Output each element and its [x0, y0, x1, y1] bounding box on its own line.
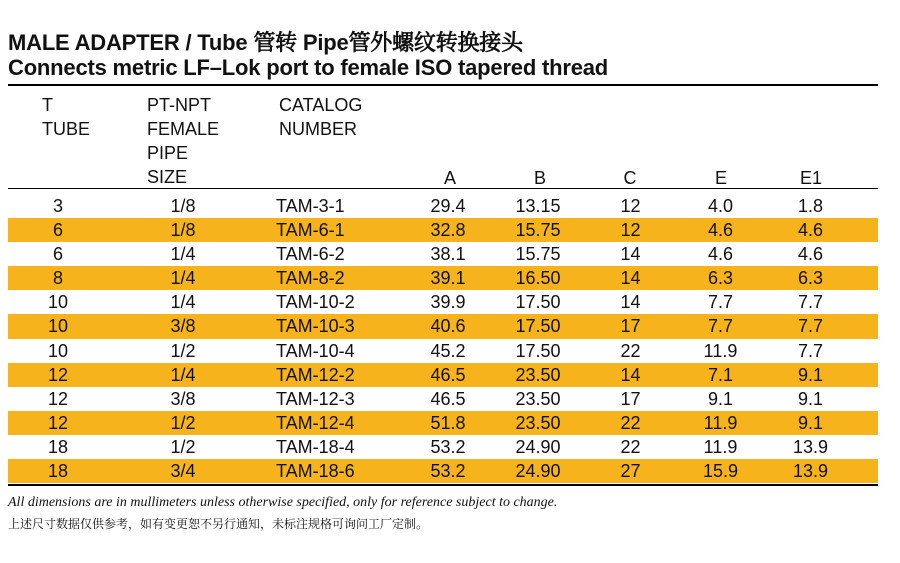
cell-a: 39.1	[430, 268, 466, 289]
cell-e: 4.0	[707, 196, 734, 216]
cell-b: 15.75	[515, 220, 561, 241]
cell-b: 17.50	[515, 316, 561, 337]
cell-pipe: 3/4	[170, 461, 196, 482]
top-rule	[8, 84, 878, 86]
cell-e1: 13.9	[792, 461, 829, 482]
header-e1: E1	[799, 168, 823, 188]
cell-e: 6.3	[707, 268, 734, 289]
cell-e1: 9.1	[797, 412, 824, 433]
cell-t: 12	[47, 388, 69, 409]
bottom-rule	[8, 484, 878, 486]
table-row	[8, 339, 878, 363]
cell-e1: 6.3	[797, 268, 824, 289]
header-t-tube: T TUBE	[42, 95, 91, 139]
cell-e: 9.1	[707, 388, 734, 409]
cell-pipe: 3/8	[170, 388, 196, 409]
cell-a: 29.4	[430, 196, 466, 216]
cell-t: 10	[47, 316, 69, 337]
cell-pipe: 1/8	[170, 220, 196, 241]
cell-a: 45.2	[430, 340, 466, 361]
table-row	[8, 290, 878, 314]
cell-catalog: TAM-18-6	[276, 461, 355, 482]
cell-e1: 7.7	[797, 316, 824, 337]
cell-pipe: 1/4	[170, 292, 196, 313]
cell-a: 38.1	[430, 244, 466, 265]
note-chinese: 上述尺寸数据仅供参考，如有变更恕不另行通知，未标注规格可询问工厂定制。	[8, 517, 429, 531]
cell-catalog: TAM-10-2	[276, 292, 355, 313]
table-row	[8, 266, 878, 290]
title-line-2: Connects metric LF–Lok port to female ISO tapered thread	[8, 55, 609, 80]
cell-c: 17	[620, 316, 641, 337]
cell-catalog: TAM-3-1	[276, 196, 345, 216]
cell-c: 14	[620, 364, 641, 385]
cell-a: 32.8	[430, 220, 466, 241]
cell-t: 3	[52, 196, 63, 216]
table-row	[8, 411, 878, 435]
cell-t: 12	[47, 412, 69, 433]
cell-a: 40.6	[430, 316, 466, 337]
cell-a: 53.2	[430, 436, 466, 457]
cell-t: 6	[52, 220, 63, 241]
table-row	[8, 387, 878, 411]
cell-b: 23.50	[515, 388, 561, 409]
cell-catalog: TAM-18-4	[276, 436, 355, 457]
cell-c: 22	[620, 340, 641, 361]
cell-pipe: 1/2	[170, 340, 196, 361]
cell-t: 6	[52, 244, 63, 265]
header-catalog-number: CATALOG NUMBER	[279, 95, 363, 139]
header-rule	[8, 188, 878, 189]
cell-t: 18	[47, 461, 69, 482]
cell-t: 10	[47, 340, 69, 361]
note-english: All dimensions are in mullimeters unless otherwise specified, only for reference subject to change.	[8, 495, 558, 510]
cell-e: 4.6	[707, 220, 734, 241]
cell-t: 10	[47, 292, 69, 313]
cell-t: 18	[47, 436, 69, 457]
cell-pipe: 1/4	[170, 364, 196, 385]
cell-catalog: TAM-10-3	[276, 316, 355, 337]
cell-c: 12	[620, 220, 641, 241]
cell-catalog: TAM-6-1	[276, 220, 345, 241]
cell-catalog: TAM-12-3	[276, 388, 355, 409]
cell-b: 15.75	[515, 244, 561, 265]
cell-pipe: 1/8	[170, 196, 196, 216]
header-b: B	[533, 168, 546, 188]
table-row	[8, 459, 878, 483]
header-e: E	[714, 168, 727, 188]
table-row	[8, 363, 878, 387]
cell-b: 24.90	[515, 461, 561, 482]
cell-pipe: 1/2	[170, 412, 196, 433]
cell-e: 7.7	[707, 316, 734, 337]
cell-e1: 4.6	[797, 220, 824, 241]
title-line-1: MALE ADAPTER / Tube 管转 Pipe管外螺纹转换接头	[8, 30, 523, 55]
cell-b: 17.50	[515, 292, 561, 313]
cell-catalog: TAM-10-4	[276, 340, 355, 361]
cell-pipe: 1/2	[170, 436, 196, 457]
table-row	[8, 242, 878, 266]
cell-e1: 7.7	[797, 340, 824, 361]
cell-e: 11.9	[703, 436, 738, 457]
cell-c: 12	[620, 196, 641, 216]
cell-a: 46.5	[430, 364, 466, 385]
cell-e1: 9.1	[797, 388, 824, 409]
cell-pipe: 3/8	[170, 316, 196, 337]
cell-catalog: TAM-12-2	[276, 364, 355, 385]
cell-e1: 7.7	[797, 292, 824, 313]
cell-a: 51.8	[430, 412, 466, 433]
cell-e: 15.9	[702, 461, 739, 482]
cell-t: 12	[47, 364, 69, 385]
cell-c: 14	[620, 244, 641, 265]
cell-e1: 13.9	[792, 436, 829, 457]
cell-e1: 1.8	[797, 196, 824, 216]
cell-b: 16.50	[515, 268, 561, 289]
cell-c: 22	[620, 436, 641, 457]
cell-c: 14	[620, 268, 641, 289]
cell-pipe: 1/4	[170, 244, 196, 265]
cell-c: 14	[620, 292, 641, 313]
cell-c: 17	[620, 388, 641, 409]
cell-e1: 4.6	[797, 244, 824, 265]
cell-a: 53.2	[430, 461, 466, 482]
cell-b: 13.15	[515, 196, 561, 216]
cell-c: 22	[620, 412, 641, 433]
header-a: A	[443, 168, 456, 188]
table-row	[8, 314, 878, 338]
cell-pipe: 1/4	[170, 268, 196, 289]
cell-catalog: TAM-12-4	[276, 412, 355, 433]
cell-e: 7.7	[707, 292, 734, 313]
cell-b: 24.90	[515, 436, 561, 457]
table-row	[8, 435, 878, 459]
cell-b: 17.50	[515, 340, 561, 361]
cell-b: 23.50	[515, 412, 561, 433]
cell-catalog: TAM-8-2	[276, 268, 345, 289]
cell-e: 4.6	[707, 244, 734, 265]
cell-e: 7.1	[707, 364, 734, 385]
cell-e1: 9.1	[797, 364, 824, 385]
cell-a: 46.5	[430, 388, 466, 409]
table-body	[8, 194, 878, 483]
table-row	[8, 194, 878, 218]
header-pipe-size: PT-NPT FEMALE PIPE SIZE	[147, 95, 220, 187]
cell-a: 39.9	[430, 292, 466, 313]
cell-c: 27	[620, 461, 641, 482]
cell-e: 11.9	[703, 412, 738, 433]
table-row	[8, 218, 878, 242]
cell-b: 23.50	[515, 364, 561, 385]
cell-catalog: TAM-6-2	[276, 244, 345, 265]
header-c: C	[623, 168, 637, 188]
cell-e: 11.9	[703, 340, 738, 361]
cell-t: 8	[52, 268, 63, 289]
